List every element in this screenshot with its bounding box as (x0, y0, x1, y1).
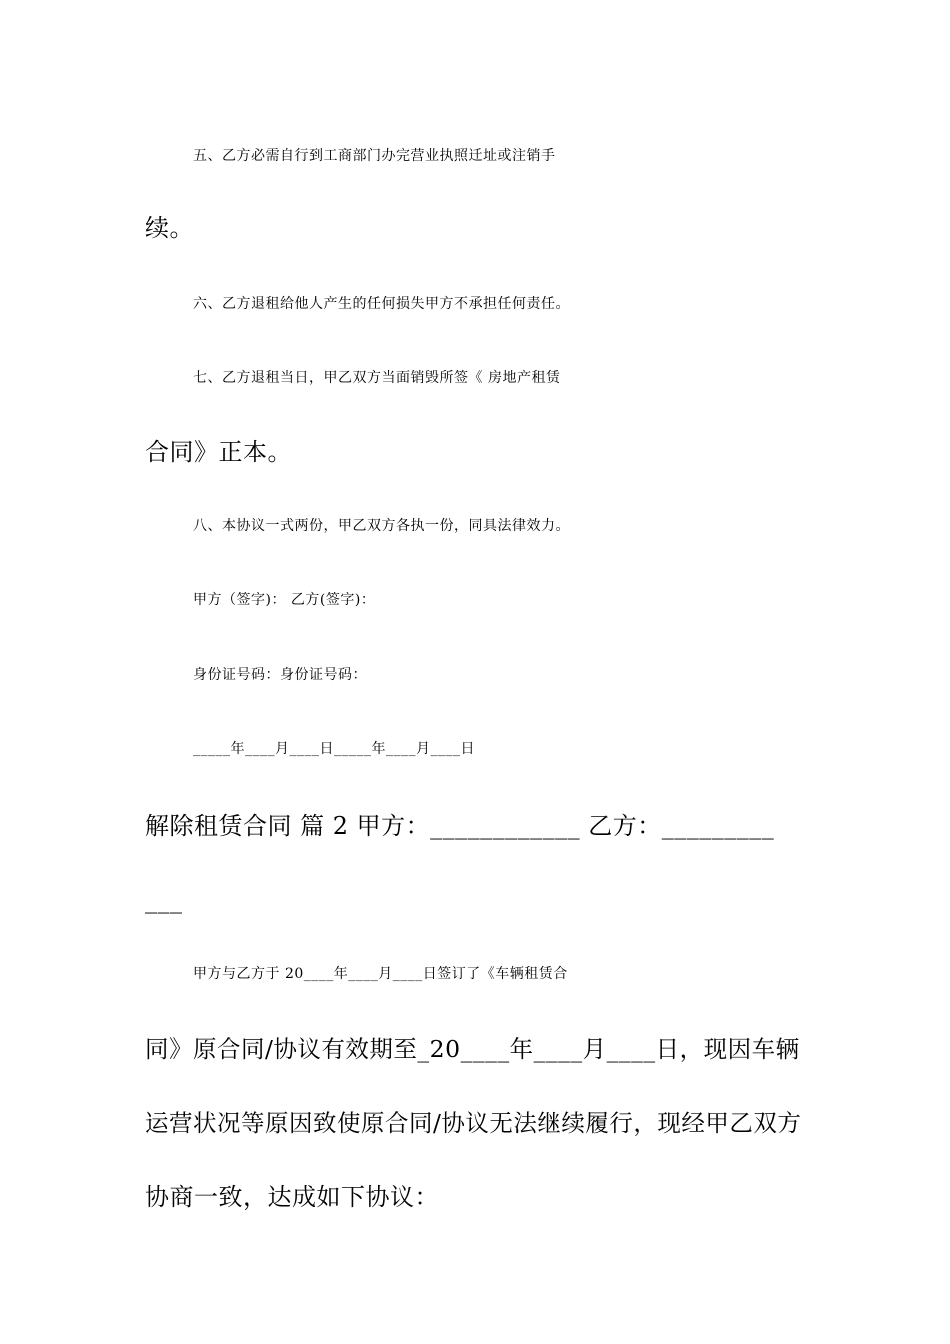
id-number-line: 身份证号码：身份证号码： (193, 667, 367, 683)
date-line: _____年____月____日_____年____月____日 (193, 741, 475, 757)
paragraph-line-1: 甲方与乙方于 20____年____月____日签订了《车辆租赁合 (193, 966, 568, 982)
clause-8: 八、本协议一式两份，甲乙双方各执一份，同具法律效力。 (193, 518, 570, 534)
signature-line: 甲方（签字)： 乙方(签字)： (193, 592, 376, 608)
section-2-heading-continuation: ___ (145, 886, 183, 914)
clause-6: 六、乙方退租给他人产生的任何损失甲方不承担任何责任。 (193, 296, 570, 312)
clause-7-line-2: 合同》正本。 (145, 438, 292, 466)
clause-7-line-1: 七、乙方退租当日，甲乙双方当面销毁所签《 房地产租赁 (193, 370, 561, 386)
paragraph-line-4: 协商一致，达成如下协议： (145, 1183, 439, 1211)
clause-5-line-2: 续。 (145, 214, 194, 242)
clause-5-line-1: 五、乙方必需自行到工商部门办完营业执照迁址或注销手 (193, 148, 556, 164)
paragraph-line-2: 同》原合同/协议有效期至_20____年____月____日，现因车辆 (145, 1035, 800, 1063)
paragraph-line-3: 运营状况等原因致使原合同/协议无法继续履行，现经甲乙双方 (145, 1109, 802, 1137)
section-2-heading: 解除租赁合同 篇 2 甲方：____________ 乙方：_________ (145, 812, 775, 840)
